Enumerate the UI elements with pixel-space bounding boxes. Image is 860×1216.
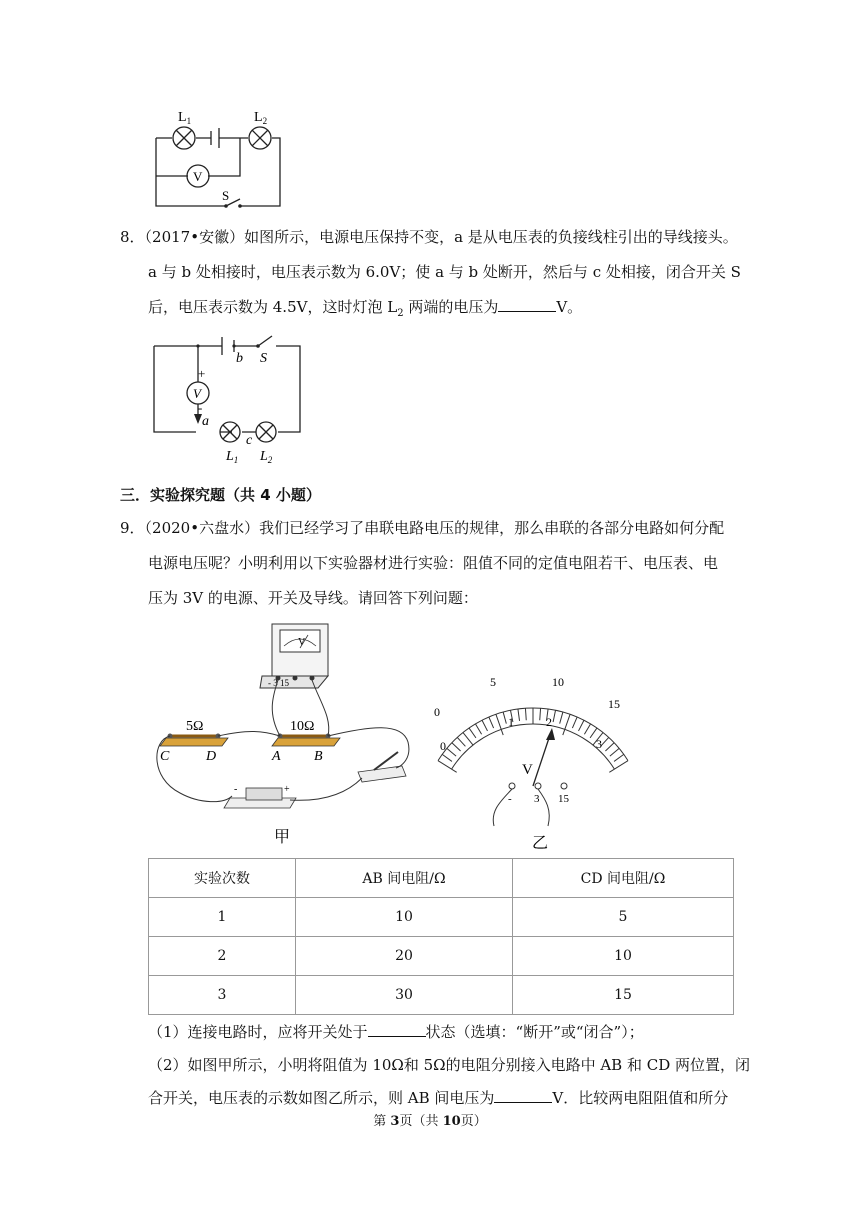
table-header: CD 间电阻/Ω bbox=[513, 859, 734, 898]
point-a-label: a bbox=[202, 414, 209, 429]
point-c-label: C bbox=[160, 749, 170, 764]
voltmeter-label: V bbox=[193, 169, 203, 184]
sub-question-1: （1）连接电路时，应将开关处于 状态（选填：“断开”或“闭合”）； bbox=[148, 1023, 644, 1041]
terminal-minus: - bbox=[508, 793, 512, 805]
q8-line1: 8．（2017•安徽）如图所示，电源电压保持不变，a 是从电压表的负接线柱引出的导线接头。 bbox=[120, 228, 738, 246]
scale-tick bbox=[540, 708, 541, 720]
sub1-answer-blank bbox=[368, 1022, 426, 1037]
table-row bbox=[149, 898, 734, 937]
scale-tick bbox=[503, 712, 506, 724]
plus-sign: + bbox=[198, 366, 206, 381]
switch-s-label: S bbox=[260, 351, 267, 366]
scale-bottom-0: 0 bbox=[440, 739, 446, 753]
scale-tick bbox=[572, 717, 577, 728]
q8-answer-blank bbox=[498, 297, 556, 312]
figure-yi bbox=[428, 670, 638, 860]
table-row bbox=[149, 976, 734, 1015]
terminal-labels: - 3 15 bbox=[268, 678, 289, 688]
scale-top-0: 0 bbox=[434, 705, 440, 719]
scale-tick bbox=[525, 708, 526, 720]
table-header: AB 间电阻/Ω bbox=[295, 859, 512, 898]
battery-plus: + bbox=[284, 784, 290, 795]
scale-tick bbox=[469, 728, 476, 738]
scale-tick bbox=[482, 720, 487, 731]
scale-bottom-1: 1 bbox=[508, 715, 514, 729]
table-header: 实验次数 bbox=[149, 859, 296, 898]
q8-line2: a 与 b 处相接时，电压表示数为 6.0V；使 a 与 b 处断开，然后与 c 处相接，闭合开关 S bbox=[148, 263, 741, 281]
table-cell: 30 bbox=[295, 976, 512, 1015]
top-circuit-figure bbox=[148, 106, 288, 214]
meter-needle bbox=[533, 732, 551, 786]
meter-v-label: V bbox=[522, 762, 533, 778]
voltmeter-label: V bbox=[193, 386, 201, 401]
scale-tick bbox=[584, 724, 590, 734]
table-cell: 10 bbox=[513, 937, 734, 976]
lamp-l2-label: $L_2$ bbox=[260, 449, 273, 465]
table-header-row bbox=[149, 859, 734, 898]
scale-tick bbox=[463, 733, 473, 745]
q9-line3: 压为 3V 的电源、开关及导线。请回答下列问题： bbox=[148, 589, 478, 607]
experiment-table bbox=[148, 858, 734, 1015]
lamp-l2-label: $L_2$ bbox=[254, 110, 268, 126]
q8-line3: 后，电压表示数为 4.5V，这时灯泡 $L_2$ 两端的电压为 V。 bbox=[148, 298, 583, 319]
table-row bbox=[149, 937, 734, 976]
switch-label: S bbox=[222, 188, 230, 203]
figure-yi-caption: 乙 bbox=[532, 835, 549, 852]
voltmeter-device bbox=[260, 624, 328, 688]
scale-tick bbox=[457, 737, 465, 746]
lamp-l1-label: $L_1$ bbox=[226, 449, 239, 465]
figure-jia-caption: 甲 bbox=[274, 829, 291, 846]
scale-top-10: 10 bbox=[552, 675, 564, 689]
q9-line1: 9．（2020•六盘水）我们已经学习了串联电路电压的规律，那么串联的各部分电路如何分配 bbox=[120, 519, 725, 537]
point-c-label: c bbox=[246, 433, 253, 448]
page-footer: 第 3页（共 10页） bbox=[373, 1114, 487, 1129]
scale-tick bbox=[563, 714, 570, 735]
q8-circuit-figure bbox=[148, 330, 308, 470]
scale-tick bbox=[452, 743, 461, 751]
voltmeter-v-label: V bbox=[298, 637, 306, 648]
resistor-10-label: 10Ω bbox=[290, 719, 315, 734]
scale-tick bbox=[579, 720, 584, 731]
section-heading: 三．实验探究题（共 4 小题） bbox=[120, 486, 321, 504]
scale-tick bbox=[553, 710, 555, 722]
scale-tick bbox=[496, 714, 503, 735]
resistor-5-label: 5Ω bbox=[186, 719, 204, 734]
sub2-answer-blank bbox=[494, 1088, 552, 1103]
minus-sign: - bbox=[198, 400, 203, 415]
table-cell: 2 bbox=[149, 937, 296, 976]
scale-tick bbox=[447, 748, 456, 756]
table-cell: 15 bbox=[513, 976, 734, 1015]
terminal-3: 3 bbox=[534, 793, 540, 805]
scale-top-15: 15 bbox=[608, 697, 620, 711]
point-a-label: A bbox=[272, 749, 281, 764]
q9-line2: 电源电压呢？小明利用以下实验器材进行实验：阻值不同的定值电阻若干、电压表、电 bbox=[148, 554, 719, 572]
table-cell: 10 bbox=[295, 898, 512, 937]
scale-tick bbox=[475, 724, 481, 734]
point-d-label: D bbox=[206, 749, 217, 764]
table-cell: 3 bbox=[149, 976, 296, 1015]
table-cell: 20 bbox=[295, 937, 512, 976]
point-b-label: b bbox=[236, 351, 243, 366]
scale-bottom-2: 2 bbox=[546, 715, 552, 729]
scale-top-5: 5 bbox=[490, 675, 496, 689]
scale-tick bbox=[560, 712, 563, 724]
scale-tick bbox=[442, 754, 452, 761]
scale-tick bbox=[518, 709, 520, 721]
scale-tick bbox=[605, 743, 614, 751]
sub-question-2-line1: （2）如图甲所示，小明将阻值为 10Ω和 5Ω的电阻分别接入电路中 AB 和 CD 两位置，闭 bbox=[148, 1056, 751, 1074]
table-cell: 1 bbox=[149, 898, 296, 937]
scale-bottom-3: 3 bbox=[596, 737, 602, 751]
sub-question-2-line2: 合开关，电压表的示数如图乙所示，则 AB 间电压为 V．比较两电阻阻值和所分 bbox=[148, 1089, 729, 1107]
lamp-l1-label: $L_1$ bbox=[178, 110, 192, 126]
figure-jia bbox=[150, 618, 420, 850]
scale-tick bbox=[610, 748, 619, 756]
scale-tick bbox=[489, 717, 494, 728]
scale-tick bbox=[614, 754, 624, 761]
terminal-15: 15 bbox=[558, 793, 569, 805]
point-b-label: B bbox=[314, 749, 323, 764]
battery-minus: - bbox=[234, 784, 238, 795]
table-cell: 5 bbox=[513, 898, 734, 937]
